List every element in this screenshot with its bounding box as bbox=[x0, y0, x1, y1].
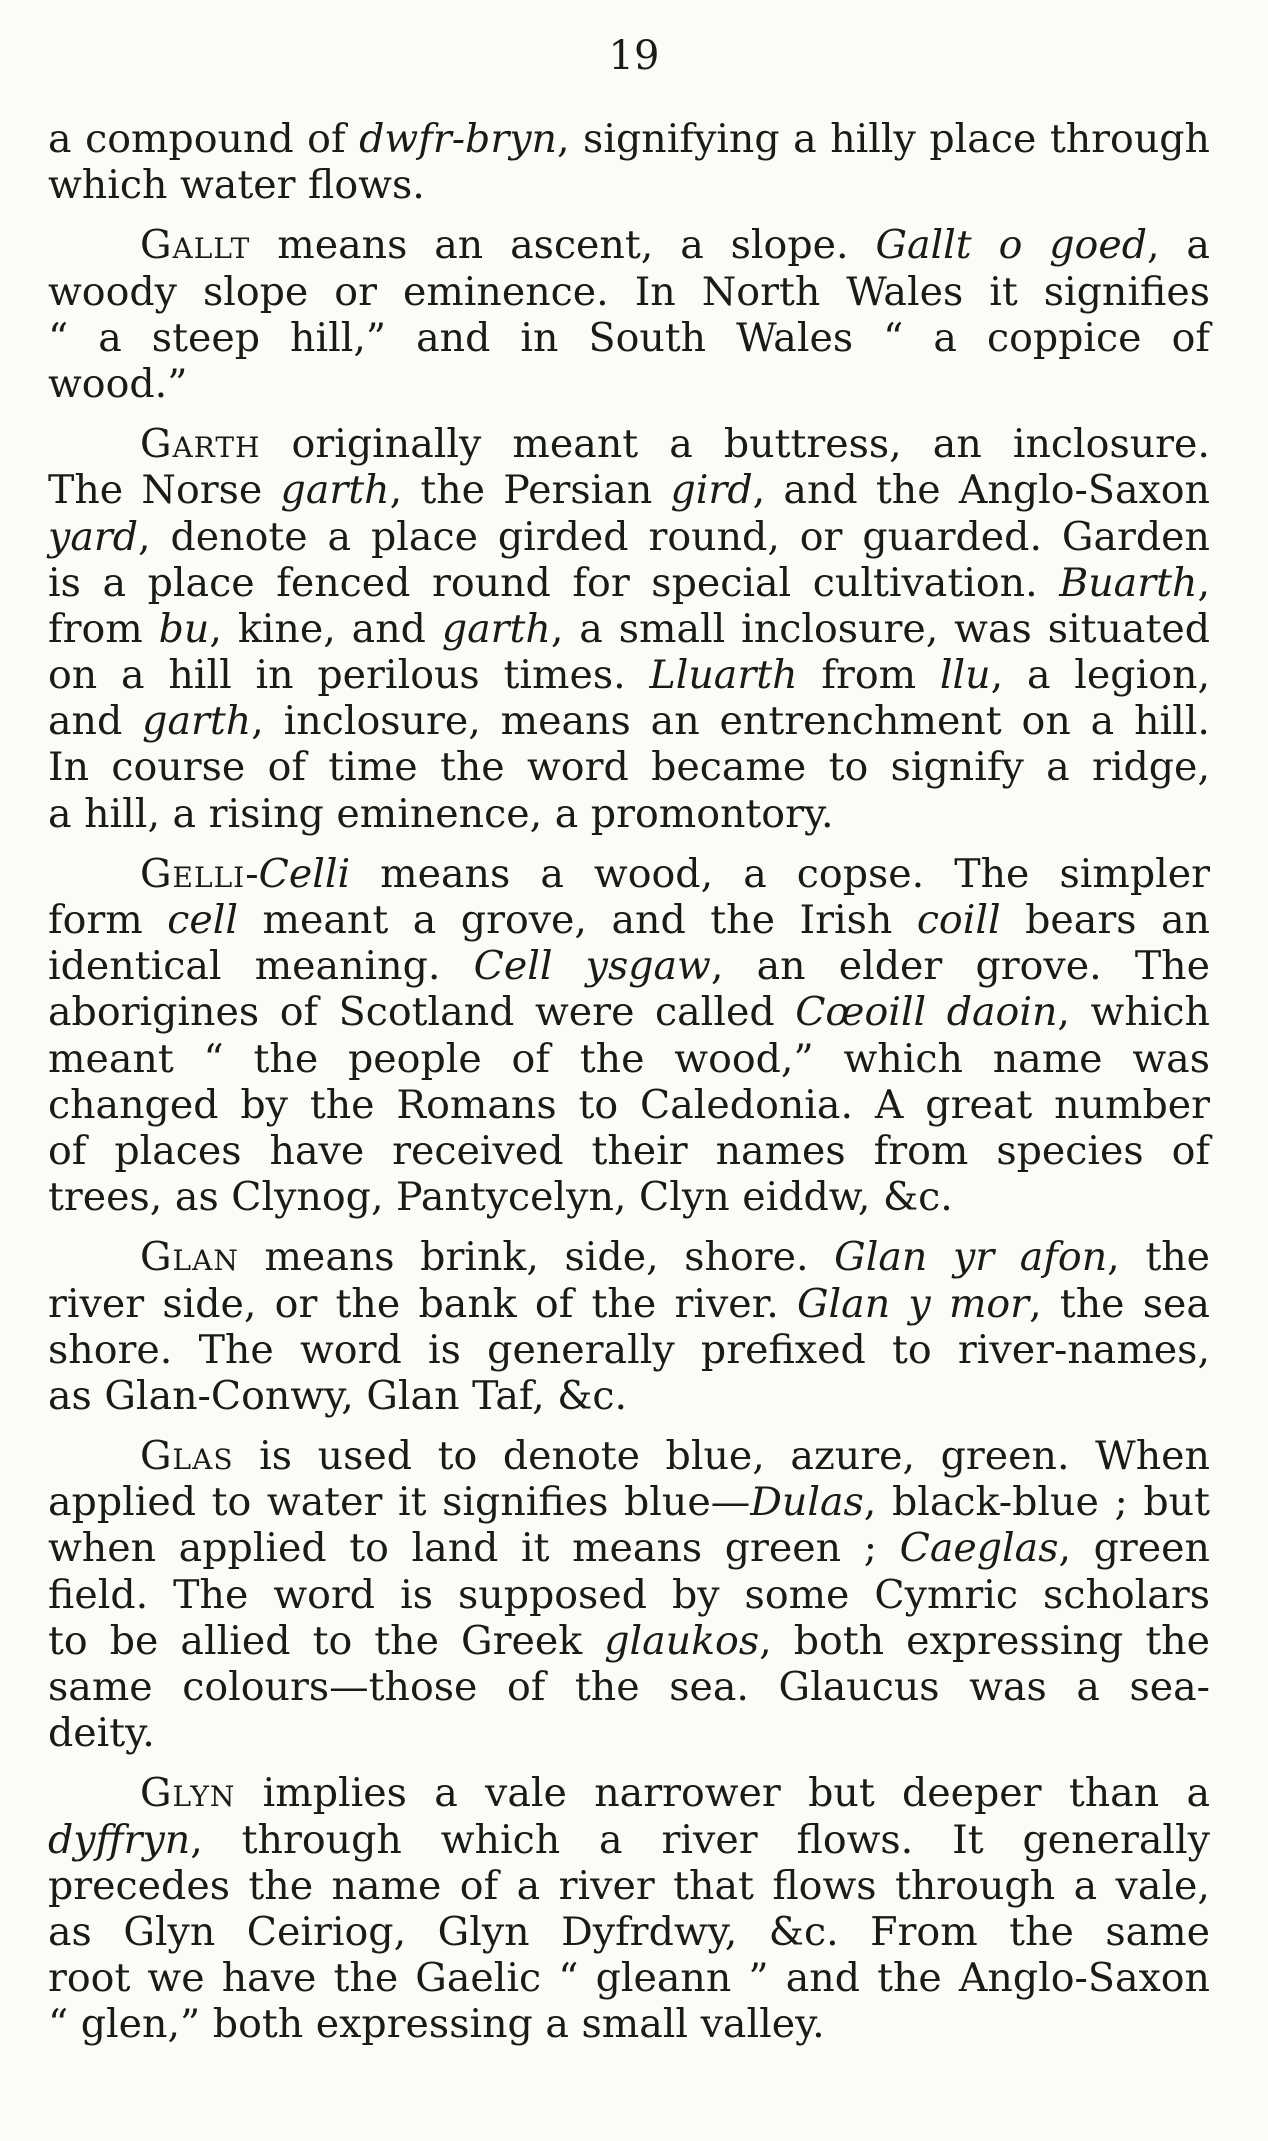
paragraph-glas bbox=[48, 1433, 1210, 1756]
text-line bbox=[48, 1234, 1210, 1280]
italic-term: coill bbox=[916, 897, 1001, 943]
text-run: to be allied to the Greek bbox=[48, 1617, 605, 1664]
italic-term: yard bbox=[48, 513, 139, 560]
italic-term: gird bbox=[670, 467, 753, 514]
text-line bbox=[48, 116, 1210, 162]
text-line bbox=[48, 162, 1210, 208]
italic-term: Buarth bbox=[1059, 559, 1198, 606]
italic-term: dwfr-bryn bbox=[359, 116, 557, 162]
headword: Glyn bbox=[140, 1770, 236, 1817]
text-run: , the Persian bbox=[389, 467, 671, 514]
text-line bbox=[48, 606, 1210, 652]
italic-term: Dulas bbox=[750, 1479, 864, 1526]
text-line bbox=[48, 269, 1210, 315]
text-line bbox=[48, 1327, 1210, 1373]
text-line bbox=[48, 1909, 1210, 1955]
text-line bbox=[48, 943, 1210, 989]
text-run: , the sea bbox=[1029, 1280, 1210, 1327]
paragraph-dwfr bbox=[48, 116, 1210, 208]
text-line bbox=[48, 1664, 1210, 1710]
text-run: from bbox=[797, 652, 940, 699]
text-line bbox=[48, 1373, 1210, 1419]
text-run: identical meaning. bbox=[48, 943, 474, 990]
text-line bbox=[48, 560, 1210, 606]
italic-term: garth bbox=[280, 467, 390, 514]
page-body bbox=[48, 116, 1210, 2048]
text-run: precedes the name of a river that flows through a vale, bbox=[48, 1862, 1210, 1909]
italic-term: bu bbox=[158, 605, 210, 652]
text-run: deity. bbox=[48, 1710, 155, 1757]
italic-term: Glan y mor bbox=[797, 1280, 1030, 1327]
italic-term: garth bbox=[441, 605, 551, 652]
italic-term: dyffryn bbox=[48, 1816, 191, 1863]
text-run: as Glan-Conwy, Glan Taf, &c. bbox=[48, 1372, 628, 1419]
italic-term: Cœoill daoin bbox=[795, 989, 1058, 1036]
text-line bbox=[48, 1770, 1210, 1816]
text-run: root we have the Gaelic “ gleann ” and the Anglo-Saxon bbox=[48, 1955, 1210, 2002]
text-run: , green bbox=[1058, 1525, 1210, 1572]
text-run: as Glyn Ceiriog, Glyn Dyfrdwy, &c. From the same bbox=[48, 1908, 1210, 1955]
text-run: form bbox=[48, 897, 168, 943]
text-line bbox=[48, 1128, 1210, 1174]
text-run: , which bbox=[1057, 989, 1210, 1036]
text-run: , a bbox=[1146, 222, 1210, 269]
italic-term: garth bbox=[142, 698, 252, 745]
text-run: , a legion, bbox=[990, 652, 1211, 699]
text-run: , signifying a hilly place through bbox=[556, 116, 1210, 162]
text-run: field. The word is supposed by some Cymric scholars bbox=[48, 1571, 1210, 1618]
page-number: 19 bbox=[608, 33, 660, 79]
text-run: , a small inclosure, was situated bbox=[550, 605, 1210, 652]
text-line bbox=[48, 1955, 1210, 2001]
text-run: when applied to land it means green ; bbox=[48, 1525, 900, 1572]
text-run: , both expressing the bbox=[759, 1617, 1211, 1664]
text-line bbox=[48, 989, 1210, 1035]
text-run: , denote a place girded round, or guarded. Garden bbox=[138, 513, 1210, 560]
text-run: a hill, a rising eminence, a promontory. bbox=[48, 790, 834, 837]
text-run: and bbox=[48, 698, 143, 745]
text-run: on a hill in perilous times. bbox=[48, 652, 650, 699]
text-run: , the bbox=[1107, 1234, 1211, 1281]
text-run: river side, or the bank of the river. bbox=[48, 1280, 797, 1327]
text-line bbox=[48, 1174, 1210, 1220]
text-line bbox=[48, 421, 1210, 467]
text-run: from bbox=[48, 605, 159, 652]
text-run: means an ascent, a slope. bbox=[250, 222, 876, 269]
text-run: woody slope or eminence. In North Wales it signifies bbox=[48, 268, 1210, 315]
headword: Gallt bbox=[140, 222, 251, 269]
text-line bbox=[48, 1572, 1210, 1618]
text-run: shore. The word is generally prefixed to river-names, bbox=[48, 1326, 1210, 1373]
text-line bbox=[48, 361, 1210, 407]
text-line bbox=[48, 1433, 1210, 1479]
text-run: “ a steep hill,” and in South Wales “ a coppice of bbox=[48, 314, 1210, 361]
text-line bbox=[48, 1082, 1210, 1128]
italic-term: Caeglas bbox=[899, 1525, 1059, 1572]
text-line bbox=[48, 897, 1210, 943]
text-line bbox=[48, 1525, 1210, 1571]
paragraph-glan bbox=[48, 1234, 1210, 1419]
text-run: same colours—those of the sea. Glaucus was a sea- bbox=[48, 1664, 1210, 1710]
text-run: of places have received their names from species of bbox=[48, 1127, 1210, 1174]
text-run: means brink, side, shore. bbox=[238, 1234, 835, 1281]
headword: Gelli bbox=[140, 850, 246, 897]
text-line bbox=[48, 315, 1210, 361]
paragraph-glyn bbox=[48, 1770, 1210, 2047]
text-line bbox=[48, 222, 1210, 268]
text-run: is used to denote blue, azure, green. When bbox=[233, 1433, 1210, 1480]
italic-term: Celli bbox=[258, 850, 351, 897]
text-run: “ glen,” both expressing a small valley. bbox=[48, 2001, 825, 2048]
text-line bbox=[48, 1618, 1210, 1664]
text-run: The Norse bbox=[48, 467, 281, 514]
text-line bbox=[48, 1036, 1210, 1082]
text-run: originally meant a buttress, an inclosure. bbox=[260, 421, 1210, 468]
text-line bbox=[48, 851, 1210, 897]
headword: Garth bbox=[140, 421, 261, 468]
italic-term: Lluarth bbox=[649, 652, 798, 699]
paragraph-gallt bbox=[48, 222, 1210, 407]
text-run: , an elder grove. The bbox=[710, 943, 1210, 990]
text-line bbox=[48, 652, 1210, 698]
text-run: changed by the Romans to Caledonia. A great number bbox=[48, 1081, 1210, 1128]
headword: Glas bbox=[140, 1433, 234, 1480]
text-run: a compound of bbox=[48, 116, 360, 162]
italic-term: Glan yr afon bbox=[834, 1234, 1108, 1281]
text-run: which water flows. bbox=[48, 162, 425, 209]
text-run: In course of time the word became to signify a ridge, bbox=[48, 744, 1210, 791]
text-run: is a place fenced round for special cultivation. bbox=[48, 559, 1060, 606]
text-line bbox=[48, 467, 1210, 513]
text-run: , black-blue ; but bbox=[863, 1479, 1210, 1526]
text-run: wood.” bbox=[48, 360, 188, 407]
italic-term: Gallt o goed bbox=[875, 222, 1147, 269]
text-run: , kine, and bbox=[209, 605, 442, 652]
headword: Glan bbox=[140, 1234, 239, 1281]
text-run: implies a vale narrower but deeper than a bbox=[235, 1770, 1210, 1817]
text-run: meant “ the people of the wood,” which name was bbox=[48, 1035, 1210, 1082]
paragraph-garth bbox=[48, 421, 1210, 837]
text-run: aborigines of Scotland were called bbox=[48, 989, 796, 1036]
text-run: - bbox=[245, 850, 259, 897]
paragraph-gelli bbox=[48, 851, 1210, 1221]
italic-term: llu bbox=[939, 652, 991, 699]
text-line bbox=[48, 514, 1210, 560]
text-run: applied to water it signifies blue— bbox=[48, 1479, 751, 1526]
text-run: , and the Anglo-Saxon bbox=[752, 467, 1210, 514]
text-run: means a wood, a copse. The simpler bbox=[350, 850, 1210, 897]
italic-term: cell bbox=[167, 897, 239, 943]
text-line bbox=[48, 744, 1210, 790]
text-run: bears an bbox=[1000, 897, 1210, 943]
text-line bbox=[48, 1710, 1210, 1756]
text-line bbox=[48, 2001, 1210, 2047]
text-run: , bbox=[1197, 559, 1210, 606]
text-line bbox=[48, 698, 1210, 744]
text-run: meant a grove, and the Irish bbox=[238, 897, 917, 943]
text-line bbox=[48, 1281, 1210, 1327]
italic-term: Cell ysgaw bbox=[473, 943, 711, 990]
italic-term: glaukos bbox=[604, 1617, 760, 1664]
text-line bbox=[48, 791, 1210, 837]
text-line bbox=[48, 1863, 1210, 1909]
text-line bbox=[48, 1817, 1210, 1863]
text-line bbox=[48, 1479, 1210, 1525]
text-run: , through which a river flows. It generally bbox=[190, 1816, 1210, 1863]
text-run: trees, as Clynog, Pantycelyn, Clyn eiddw, &c. bbox=[48, 1174, 953, 1221]
text-run: , inclosure, means an entrenchment on a hill. bbox=[251, 698, 1210, 745]
